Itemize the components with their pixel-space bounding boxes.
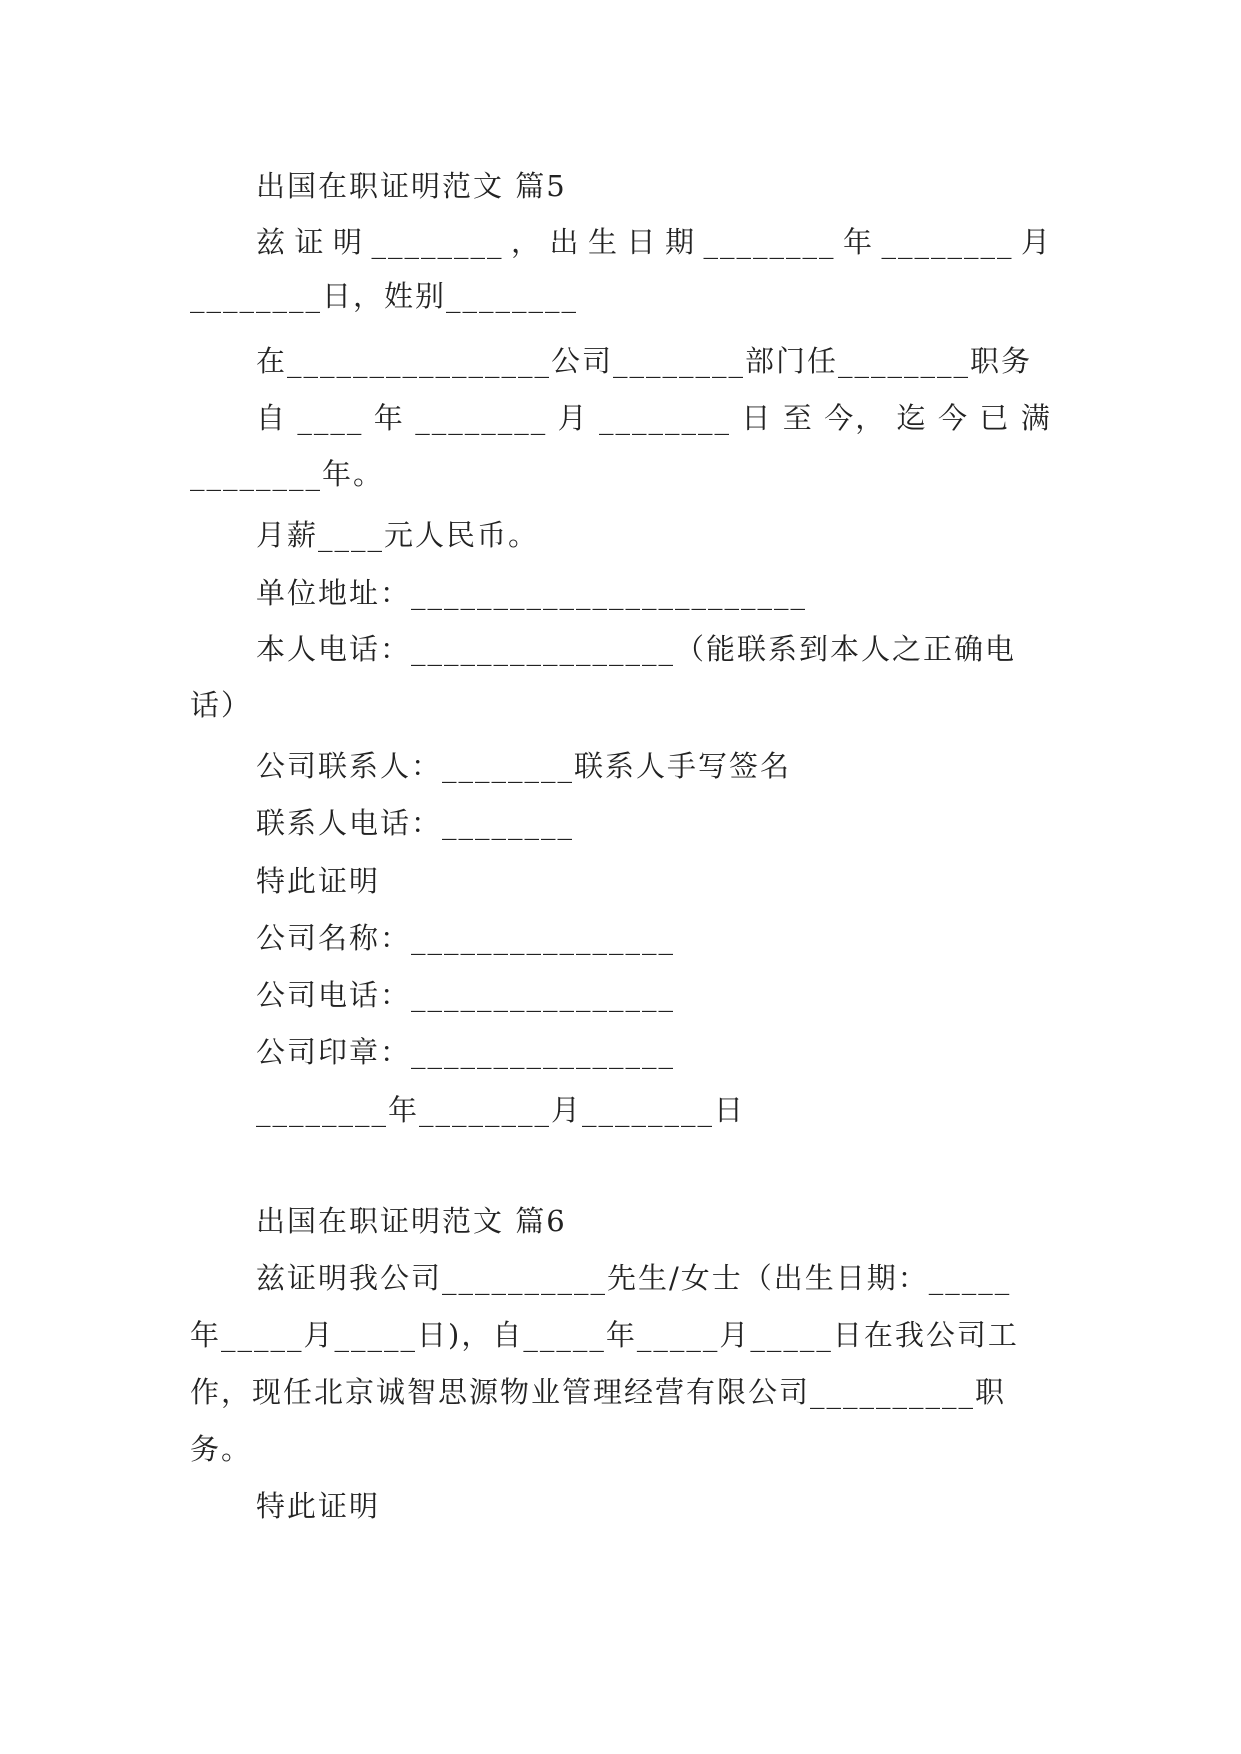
salary-line: 月薪____元人民币。 xyxy=(256,518,540,552)
text-segment: 兹 xyxy=(256,225,288,259)
blank-field: ________ xyxy=(371,225,504,259)
text-segment: 日 xyxy=(741,401,773,435)
text-segment: 今 xyxy=(938,401,970,435)
date-line: ________年________月________日 xyxy=(256,1093,746,1127)
text-segment: ， xyxy=(510,225,542,259)
section6-line3: 作，现任北京诚智思源物业管理经营有限公司__________职 xyxy=(190,1375,1007,1409)
text-segment: 期 xyxy=(664,225,696,259)
section5-line4 xyxy=(256,398,1052,438)
text-segment: 日 xyxy=(626,225,658,259)
section6-line4: 务。 xyxy=(190,1432,253,1466)
section5-line5: ________年。 xyxy=(190,457,385,491)
text-segment: 生 xyxy=(587,225,619,259)
phone-line: 本人电话：________________（能联系到本人之正确电 xyxy=(256,632,1017,666)
section6-line1: 兹证明我公司__________先生/女士（出生日期：_____ xyxy=(256,1261,1012,1295)
text-segment: 迄 xyxy=(896,401,928,435)
address-line: 单位地址：________________________ xyxy=(256,576,808,610)
contact-line: 公司联系人：________联系人手写签名 xyxy=(256,749,792,783)
text-segment: 年 xyxy=(373,401,405,435)
blank-field: ____ xyxy=(297,401,364,435)
text-segment: 自 xyxy=(256,401,288,435)
text-segment: 证 xyxy=(294,225,326,259)
section5-line2: ________日，姓别________ xyxy=(190,279,579,313)
text-segment: 明 xyxy=(333,225,365,259)
section5-line3: 在________________公司________部门任________职务 xyxy=(256,344,1033,378)
text-segment: 出 xyxy=(549,225,581,259)
text-segment: 已 xyxy=(979,401,1011,435)
section5-heading: 出国在职证明范文 篇5 xyxy=(256,169,567,203)
special-proof: 特此证明 xyxy=(256,864,381,898)
company-name-line: 公司名称：________________ xyxy=(256,921,676,955)
blank-field: ________ xyxy=(703,225,836,259)
phone-line-cont: 话） xyxy=(190,688,253,722)
text-segment: 年 xyxy=(842,225,874,259)
text-segment: 月 xyxy=(557,401,589,435)
text-segment: 至 xyxy=(782,401,814,435)
blank-field: ________ xyxy=(415,401,548,435)
text-segment: 满 xyxy=(1020,401,1052,435)
company-phone-line: 公司电话：________________ xyxy=(256,978,676,1012)
section5-line1 xyxy=(256,222,1052,262)
contact-phone-line: 联系人电话：________ xyxy=(256,806,575,840)
text-segment: 今， xyxy=(824,401,887,435)
section6-line2: 年_____月_____日)，自_____年_____月_____日在我公司工 xyxy=(190,1318,1019,1352)
text-segment: 月 xyxy=(1020,225,1052,259)
blank-field: ________ xyxy=(599,401,731,435)
section6-special-proof: 特此证明 xyxy=(256,1489,381,1523)
section6-heading: 出国在职证明范文 篇6 xyxy=(256,1204,567,1238)
company-seal-line: 公司印章：________________ xyxy=(256,1035,676,1069)
blank-field: ________ xyxy=(881,225,1014,259)
